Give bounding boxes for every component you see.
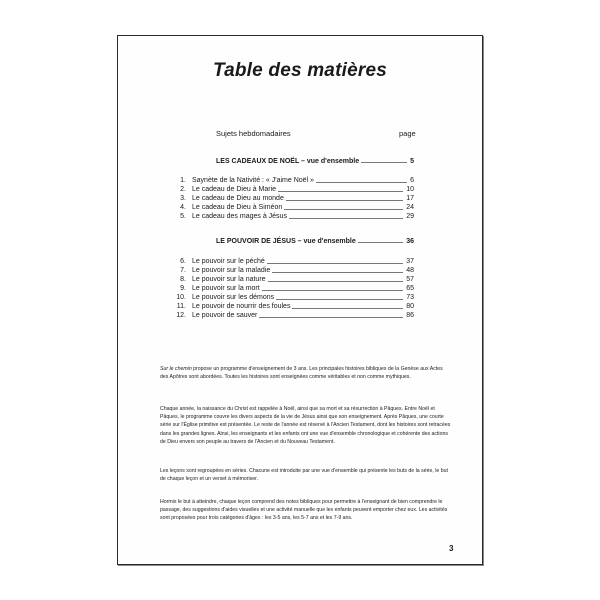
section-title: LE POUVOIR DE JÉSUS – vue d'ensemble (216, 238, 356, 245)
entry-page: 24 (406, 204, 414, 211)
entry-page: 10 (406, 186, 414, 193)
entry-number: 4. (180, 204, 186, 211)
entry-label: Le pouvoir sur la mort (192, 285, 260, 292)
entry-number: 12. (176, 312, 186, 319)
entry-page: 29 (406, 213, 414, 220)
entry-number: 6. (180, 258, 186, 265)
toc-entry (172, 266, 414, 275)
toc-entry (172, 293, 414, 302)
dot-leader (272, 266, 403, 273)
entry-number: 3. (180, 195, 186, 202)
section-title: LES CADEAUX DE NOËL – vue d'ensemble (216, 158, 360, 165)
entry-number: 2. (180, 186, 186, 193)
dot-leader (259, 311, 403, 318)
entry-label: Le cadeau de Dieu à Siméon (192, 204, 283, 211)
dot-leader (278, 185, 403, 192)
dot-leader (289, 212, 403, 219)
section-page: 36 (406, 238, 414, 245)
entry-label: Le pouvoir sur la nature (192, 276, 266, 283)
toc-entry (172, 275, 414, 284)
dot-leader (276, 293, 403, 300)
dot-leader (268, 275, 404, 282)
dot-leader (316, 176, 407, 183)
dot-leader (286, 194, 403, 201)
dot-leader (361, 158, 407, 163)
paragraph-yearly: Chaque année, la naissance du Christ est rappelée à Noël, ainsi que sa mort et sa résurrection à Pâques. Entre Noël et Pâques, le programme couvre les divers aspects de la vie de Jésus ainsi que son enseignement. Après Pâques, une courte série sur l'Église primitive est présentée. Le reste de l'année est réservé à l'Ancien Testament, dont les histoires sont retracées dans les grandes lignes. Ainsi, les enseignants et les enfants ont une vue d'ensemble chronologique et cohérente des actions de Dieu envers son peuple au travers de l'Ancien et du Nouveau Testament. (160, 406, 451, 445)
dot-leader (292, 302, 403, 309)
document-page (117, 35, 483, 565)
entry-label: Le pouvoir sur la maladie (192, 267, 271, 274)
entry-page: 86 (406, 312, 414, 319)
entry-label: Le cadeau des mages à Jésus (192, 213, 287, 220)
toc-entry (172, 176, 414, 185)
toc-entry (172, 194, 414, 203)
paragraph-intro (160, 365, 452, 381)
toc-entry (172, 284, 414, 293)
entry-label: Le cadeau de Dieu à Marie (192, 186, 277, 193)
toc-entry (172, 212, 414, 221)
paragraph-series: Les leçons sont regroupées en séries. Chacune est introduite par une vue d'ensemble qui présente les buts de la série, le but de chaque leçon et un verset à mémoriser. (160, 468, 448, 483)
entry-page: 17 (406, 195, 414, 202)
paragraph-lessons: Hormis le but à atteindre, chaque leçon comprend des notes bibliques pour permettre à l'enseignant de bien comprendre le passage, des suggestions d'aides visuelles et une activité manuelle que les enfants peuvent emporter chez eux. Les activités sont proposées pour trois catégories d'âges : les 3-5 ans, les 5-7 ans et les 7-9 ans. (160, 499, 448, 522)
entry-label: Le pouvoir de nourrir des foules (192, 303, 291, 310)
entry-label: Saynète de la Nativité : « J'aime Noël » (192, 177, 314, 184)
dot-leader (358, 238, 403, 243)
entry-number: 8. (180, 276, 186, 283)
dot-leader (262, 284, 404, 291)
entry-page: 65 (406, 285, 414, 292)
entry-label: Le pouvoir sur les démons (192, 294, 275, 301)
entry-page: 6 (410, 177, 414, 184)
dot-leader (267, 257, 403, 264)
entry-page: 37 (406, 258, 414, 265)
entry-number: 10. (176, 294, 186, 301)
entry-page: 80 (406, 303, 414, 310)
toc-entry (172, 203, 414, 212)
entry-label: Le cadeau de Dieu au monde (192, 195, 284, 202)
page-number: 3 (449, 544, 454, 553)
entry-number: 1. (180, 177, 186, 184)
entry-label: Le pouvoir sur le péché (192, 258, 265, 265)
page-title: Table des matières (213, 60, 387, 81)
toc-entry (172, 185, 414, 194)
entry-number: 5. (180, 213, 186, 220)
italic-series-name: Sur le chemin (160, 366, 192, 372)
toc-entry (172, 311, 414, 320)
entry-label: Le pouvoir de sauver (192, 312, 258, 319)
section-page: 5 (410, 158, 414, 165)
entry-number: 7. (180, 267, 186, 274)
paragraph-text: propose un programme d'enseignement de 3 ans. Les principales histoires bibliques de la Genèse aux Actes des Apôtres sont abordées. Toutes les histoires sont enseignées comme véritables et non comme mythiques. (160, 366, 443, 381)
column-header-subjects: Sujets hebdomadaires (216, 129, 291, 138)
entry-number: 11. (176, 303, 186, 310)
dot-leader (284, 203, 403, 210)
toc-entry (172, 257, 414, 266)
toc-entry (172, 302, 414, 311)
entry-page: 57 (406, 276, 414, 283)
entry-number: 9. (180, 285, 186, 292)
section-heading-noel (216, 158, 414, 165)
column-header-page: page (399, 129, 416, 138)
section-heading-pouvoir (216, 238, 414, 245)
entry-page: 73 (406, 294, 414, 301)
entry-page: 48 (406, 267, 414, 274)
